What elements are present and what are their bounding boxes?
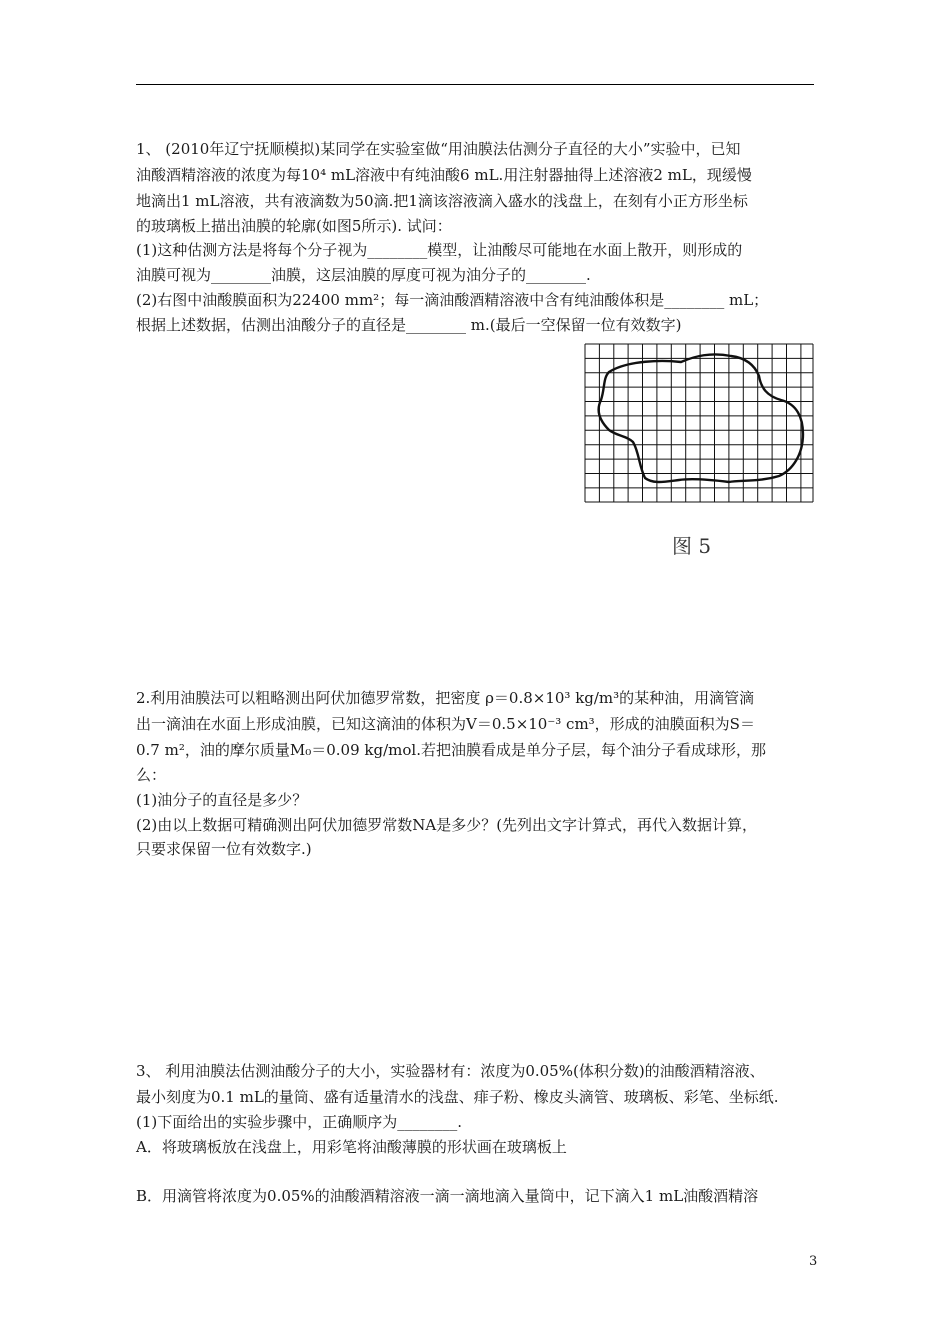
q2-line-4: 么： xyxy=(136,766,167,784)
page-number: 3 xyxy=(809,1254,818,1269)
oil-film-grid-figure xyxy=(583,342,815,504)
q2-line-6: (2)由以上数据可精确测出阿伏加德罗常数NA是多少？(先列出文字计算式，再代入数据计算， xyxy=(136,816,758,834)
q3-line-1: 3、 利用油膜法估测油酸分子的大小，实验器材有：浓度为0.05%(体积分数)的油酸酒精溶液、 xyxy=(136,1062,765,1080)
q2-line-5: (1)油分子的直径是多少？ xyxy=(136,791,308,809)
q2-line-2: 出一滴油在水面上形成油膜，已知这滴油的体积为V＝0.5×10⁻³ cm³，形成的油膜面积为S＝ xyxy=(136,715,755,733)
q3-line-2: 最小刻度为0.1 mL的量筒、盛有适量清水的浅盘、痱子粉、橡皮头滴管、玻璃板、彩笔、坐标纸. xyxy=(136,1088,779,1106)
header-rule xyxy=(136,84,814,85)
q1-line-1: 1、 (2010年辽宁抚顺模拟)某同学在实验室做“用油膜法估测分子直径的大小”实验中，已知 xyxy=(136,140,741,158)
q1-line-3: 地滴出1 mL溶液，共有液滴数为50滴.把1滴该溶液滴入盛水的浅盘上，在刻有小正方形坐标 xyxy=(136,192,748,210)
q1-line-2: 油酸酒精溶液的浓度为每10⁴ mL溶液中有纯油酸6 mL.用注射器抽得上述溶液2 mL，现缓慢 xyxy=(136,166,752,184)
q1-line-6: 油膜可视为________油膜，这层油膜的厚度可视为油分子的________. xyxy=(136,266,591,284)
q2-line-7: 只要求保留一位有效数字.) xyxy=(136,840,312,858)
q1-line-5: (1)这种估测方法是将每个分子视为________模型，让油酸尽可能地在水面上散开，则形成的 xyxy=(136,241,743,259)
q3-step-b: B．用滴管将浓度为0.05%的油酸酒精溶液一滴一滴地滴入量筒中，记下滴入1 mL油酸酒精溶 xyxy=(136,1187,759,1205)
q2-line-3: 0.7 m²，油的摩尔质量M₀＝0.09 kg/mol.若把油膜看成是单分子层，每个油分子看成球形，那 xyxy=(136,741,766,759)
q1-line-8: 根据上述数据，估测出油酸分子的直径是________ m.(最后一空保留一位有效数字) xyxy=(136,316,682,334)
figure-caption: 图 5 xyxy=(672,534,712,558)
q3-line-3: (1)下面给出的实验步骤中，正确顺序为________. xyxy=(136,1113,463,1131)
q1-line-7: (2)右图中油酸膜面积为22400 mm²；每一滴油酸酒精溶液中含有纯油酸体积是________ mL； xyxy=(136,291,769,309)
q3-step-a: A．将玻璃板放在浅盘上，用彩笔将油酸薄膜的形状画在玻璃板上 xyxy=(136,1138,567,1156)
q1-line-4: 的玻璃板上描出油膜的轮廓(如图5所示). 试问： xyxy=(136,217,452,235)
q2-line-1: 2.利用油膜法可以粗略测出阿伏加德罗常数，把密度 ρ＝0.8×10³ kg/m³的某种油，用滴管滴 xyxy=(136,689,755,707)
